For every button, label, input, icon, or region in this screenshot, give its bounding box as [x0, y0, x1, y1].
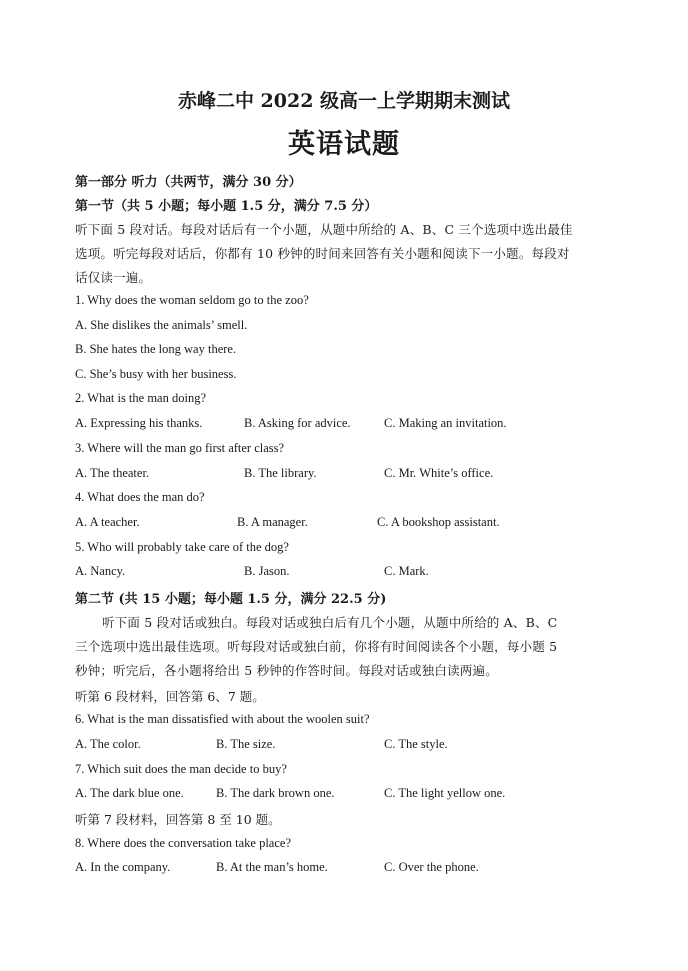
question-8-option-c: C. Over the phone.	[384, 860, 479, 874]
question-8-option-b: B. At the man’s home.	[216, 860, 328, 874]
question-5: 5. Who will probably take care of the dog?	[75, 540, 289, 554]
question-8: 8. Where does the conversation take place?	[75, 836, 291, 850]
question-6-option-a: A. The color.	[75, 737, 141, 751]
question-2-option-a: A. Expressing his thanks.	[75, 416, 203, 430]
section2-instructions-line2: 三个选项中选出最佳选项。听每段对话或独白前，你将有时间阅读各个小题，每小题 5	[75, 639, 558, 654]
question-6-option-c: C. The style.	[384, 737, 448, 751]
material-6-instruction: 听第 6 段材料，回答第 6、7 题。	[75, 689, 265, 704]
question-3: 3. Where will the man go first after class?	[75, 441, 285, 455]
question-2-option-c: C. Making an invitation.	[384, 416, 507, 430]
section1-instructions-line2: 选项。听完每段对话后，你都有 10 秒钟的时间来回答有关小题和阅读下一小题。每段对	[75, 246, 570, 261]
question-4: 4. What does the man do?	[75, 490, 205, 504]
question-8-option-a: A. In the company.	[75, 860, 171, 874]
part1-heading: 第一部分 听力（共两节，满分 30 分）	[75, 175, 302, 190]
question-1: 1. Why does the woman seldom go to the zoo?	[75, 293, 309, 307]
question-3-option-a: A. The theater.	[75, 466, 150, 480]
question-1-option-c: C. She’s busy with her business.	[75, 367, 237, 381]
section2-instructions-line1: 听下面 5 段对话或独白。每段对话或独白后有几个小题，从题中所给的 A、B、C	[102, 615, 558, 630]
question-4-option-b: B. A manager.	[237, 515, 308, 529]
question-3-option-c: C. Mr. White’s office.	[384, 466, 494, 480]
question-7-option-a: A. The dark blue one.	[75, 786, 184, 800]
exam-title: 赤峰二中 2022 级高一上学期期末测试	[177, 90, 511, 112]
question-7: 7. Which suit does the man decide to buy?	[75, 762, 287, 776]
question-7-option-b: B. The dark brown one.	[216, 786, 335, 800]
question-5-option-c: C. Mark.	[384, 564, 429, 578]
exam-subtitle: 英语试题	[288, 129, 400, 160]
question-5-option-a: A. Nancy.	[75, 564, 126, 578]
section1-instructions-line1: 听下面 5 段对话。每段对话后有一个小题，从题中所给的 A、B、C 三个选项中选出最佳	[75, 222, 573, 237]
question-6: 6. What is the man dissatisfied with about the woolen suit?	[75, 712, 370, 726]
section1-instructions-line3: 话仅读一遍。	[75, 270, 152, 285]
question-4-option-a: A. A teacher.	[75, 515, 140, 529]
question-4-option-c: C. A bookshop assistant.	[377, 515, 500, 529]
question-2: 2. What is the man doing?	[75, 391, 206, 405]
question-3-option-b: B. The library.	[244, 466, 317, 480]
question-1-option-a: A. She dislikes the animals’ smell.	[75, 318, 248, 332]
question-1-option-b: B. She hates the long way there.	[75, 342, 237, 356]
section1-heading: 第一节（共 5 小题；每小题 1.5 分，满分 7.5 分）	[75, 199, 378, 214]
question-7-option-c: C. The light yellow one.	[384, 786, 506, 800]
question-5-option-b: B. Jason.	[244, 564, 290, 578]
material-7-instruction: 听第 7 段材料，回答第 8 至 10 题。	[75, 812, 281, 827]
section2-heading: 第二节 (共 15 小题；每小题 1.5 分，满分 22.5 分)	[75, 592, 387, 607]
question-6-option-b: B. The size.	[216, 737, 276, 751]
question-2-option-b: B. Asking for advice.	[244, 416, 351, 430]
section2-instructions-line3: 秒钟；听完后，各小题将给出 5 秒钟的作答时间。每段对话或独白读两遍。	[75, 663, 498, 678]
